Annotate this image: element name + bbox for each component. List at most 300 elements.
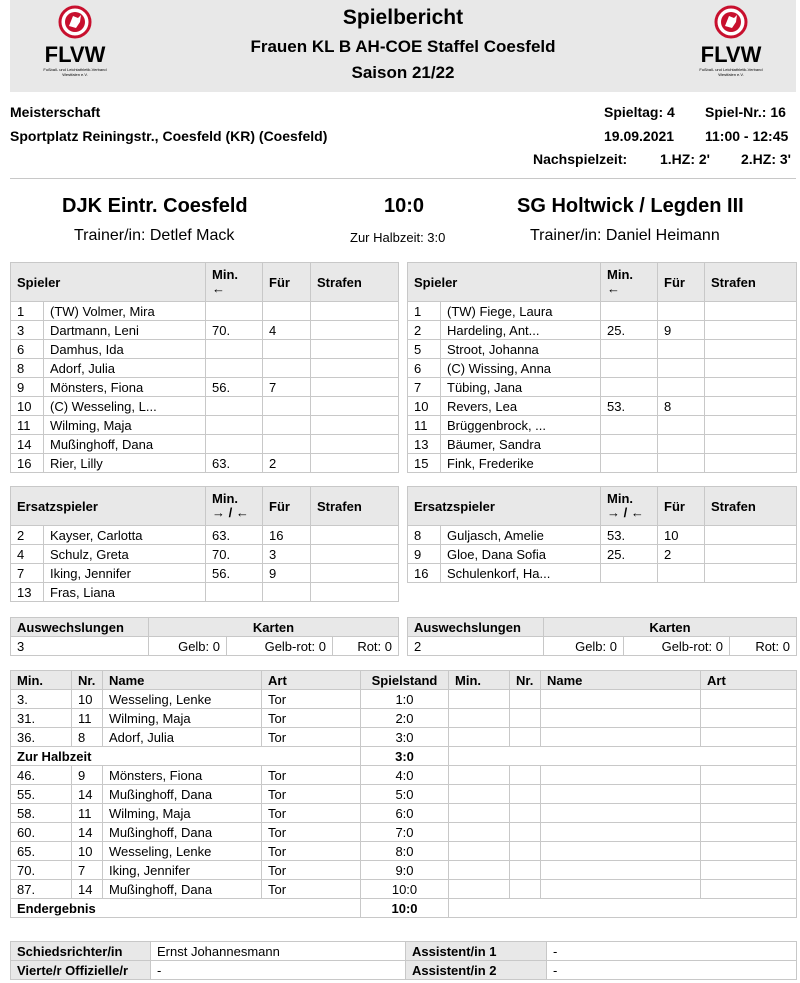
player-number: 3	[11, 321, 44, 340]
event-player-name: Wilming, Maja	[103, 709, 262, 728]
col-player: Spieler	[11, 263, 206, 302]
player-replaced: 10	[658, 526, 705, 545]
player-name: (TW) Fiege, Laura	[441, 302, 601, 321]
player-name: (C) Wesseling, L...	[44, 397, 206, 416]
player-replaced: 4	[263, 321, 311, 340]
player-number: 2	[11, 526, 44, 545]
player-replaced	[263, 359, 311, 378]
event-minute: 58.	[11, 804, 72, 823]
event-row	[11, 880, 797, 899]
player-minute: 56.	[206, 564, 263, 583]
event-player-name: Mußinghoff, Dana	[103, 880, 262, 899]
event-type: Tor	[262, 785, 361, 804]
summary-label: Endergebnis	[11, 899, 361, 918]
col-substitutions: Auswechslungen	[11, 618, 149, 637]
player-row	[408, 302, 797, 321]
player-minute	[206, 583, 263, 602]
player-replaced	[263, 583, 311, 602]
event-score: 10:0	[361, 880, 449, 899]
event-player-number: 9	[72, 766, 103, 785]
matchday: Spieltag: 4	[604, 104, 675, 120]
player-row	[11, 378, 399, 397]
fourth-official-name: -	[151, 961, 406, 980]
event-minute: 60.	[11, 823, 72, 842]
event-score: 1:0	[361, 690, 449, 709]
assistant1-name: -	[547, 942, 797, 961]
player-replaced: 2	[658, 545, 705, 564]
player-name: Mußinghoff, Dana	[44, 435, 206, 454]
event-player-number: 14	[72, 823, 103, 842]
yellow-cards: Gelb: 0	[149, 637, 227, 656]
substitution-count: 2	[408, 637, 544, 656]
player-minute	[601, 435, 658, 454]
player-name: Tübing, Jana	[441, 378, 601, 397]
col-min-away: Min.	[449, 671, 510, 690]
event-away-cell	[541, 690, 701, 709]
player-number: 8	[408, 526, 441, 545]
divider	[10, 178, 796, 179]
player-name: Hardeling, Ant...	[441, 321, 601, 340]
col-min: Min.	[11, 671, 72, 690]
assistant2-label: Assistent/in 2	[406, 961, 547, 980]
player-row	[11, 454, 399, 473]
player-penalties	[311, 416, 399, 435]
player-penalties	[311, 340, 399, 359]
event-row	[11, 804, 797, 823]
player-name: Fink, Frederike	[441, 454, 601, 473]
player-row	[408, 416, 797, 435]
player-number: 11	[11, 416, 44, 435]
home-subs-table	[10, 486, 399, 602]
event-player-name: Wilming, Maja	[103, 804, 262, 823]
summary-row	[11, 747, 797, 766]
event-away-cell	[510, 880, 541, 899]
player-replaced: 2	[263, 454, 311, 473]
event-away-cell	[449, 842, 510, 861]
player-replaced	[658, 416, 705, 435]
player-row	[408, 359, 797, 378]
player-minute	[601, 378, 658, 397]
fourth-official-label: Vierte/r Offizielle/r	[11, 961, 151, 980]
event-away-cell	[449, 690, 510, 709]
player-minute	[601, 302, 658, 321]
player-penalties	[311, 526, 399, 545]
player-penalties	[705, 435, 797, 454]
player-row	[11, 397, 399, 416]
player-penalties	[705, 340, 797, 359]
player-replaced	[658, 454, 705, 473]
player-replaced	[658, 359, 705, 378]
event-away-cell	[541, 823, 701, 842]
col-min: Min. ←	[206, 263, 263, 302]
match-events-table	[10, 670, 797, 918]
player-name: Kayser, Carlotta	[44, 526, 206, 545]
referee-name: Ernst Johannesmann	[151, 942, 406, 961]
player-minute: 25.	[601, 321, 658, 340]
player-name: Damhus, Ida	[44, 340, 206, 359]
event-minute: 31.	[11, 709, 72, 728]
player-minute	[601, 564, 658, 583]
event-away-cell	[541, 861, 701, 880]
col-score: Spielstand	[361, 671, 449, 690]
player-name: Brüggenbrock, ...	[441, 416, 601, 435]
away-trainer: Trainer/in: Daniel Heimann	[530, 227, 720, 244]
player-replaced	[263, 416, 311, 435]
player-name: Gloe, Dana Sofia	[441, 545, 601, 564]
match-number: Spiel-Nr.: 16	[705, 104, 786, 120]
event-away-cell	[701, 766, 797, 785]
col-penalties: Strafen	[311, 263, 399, 302]
player-minute: 70.	[206, 545, 263, 564]
player-replaced: 8	[658, 397, 705, 416]
event-away-cell	[701, 804, 797, 823]
event-away-cell	[701, 880, 797, 899]
home-team: DJK Eintr. Coesfeld	[62, 195, 248, 217]
extra-time-first-half: 1.HZ: 2'	[660, 151, 711, 167]
player-name: Stroot, Johanna	[441, 340, 601, 359]
player-replaced	[658, 302, 705, 321]
player-replaced	[263, 302, 311, 321]
player-minute: 63.	[206, 526, 263, 545]
event-row	[11, 709, 797, 728]
player-number: 13	[408, 435, 441, 454]
player-row	[408, 526, 797, 545]
event-away-cell	[449, 728, 510, 747]
player-minute	[601, 359, 658, 378]
event-player-number: 10	[72, 842, 103, 861]
player-minute: 56.	[206, 378, 263, 397]
event-player-number: 14	[72, 785, 103, 804]
player-replaced	[658, 564, 705, 583]
player-minute	[206, 340, 263, 359]
player-row	[11, 545, 399, 564]
player-replaced	[658, 340, 705, 359]
col-min: Min. → / ←	[206, 487, 263, 526]
event-away-cell	[541, 709, 701, 728]
player-name: Rier, Lilly	[44, 454, 206, 473]
summary-label: Zur Halbzeit	[11, 747, 361, 766]
event-row	[11, 785, 797, 804]
player-minute	[206, 416, 263, 435]
player-number: 8	[11, 359, 44, 378]
col-player: Spieler	[408, 263, 601, 302]
player-penalties	[705, 526, 797, 545]
red-cards: Rot: 0	[730, 637, 797, 656]
player-row	[408, 378, 797, 397]
event-player-number: 10	[72, 690, 103, 709]
event-row	[11, 861, 797, 880]
col-subs: Ersatzspieler	[11, 487, 206, 526]
player-number: 11	[408, 416, 441, 435]
svg-text:Fußball- und Leichtathletik-Ve: Fußball- und Leichtathletik-Verband	[43, 67, 107, 72]
player-number: 16	[11, 454, 44, 473]
player-penalties	[311, 583, 399, 602]
player-name: Bäumer, Sandra	[441, 435, 601, 454]
player-minute: 53.	[601, 397, 658, 416]
event-minute: 65.	[11, 842, 72, 861]
svg-text:FLVW: FLVW	[700, 42, 762, 67]
event-player-name: Mönsters, Fiona	[103, 766, 262, 785]
event-minute: 87.	[11, 880, 72, 899]
away-team: SG Holtwick / Legden III	[517, 195, 744, 217]
event-away-cell	[541, 785, 701, 804]
player-penalties	[311, 378, 399, 397]
event-minute: 46.	[11, 766, 72, 785]
event-type: Tor	[262, 690, 361, 709]
player-name: Wilming, Maja	[44, 416, 206, 435]
player-name: Adorf, Julia	[44, 359, 206, 378]
event-away-cell	[449, 766, 510, 785]
player-number: 13	[11, 583, 44, 602]
player-replaced: 3	[263, 545, 311, 564]
player-row	[408, 397, 797, 416]
event-type: Tor	[262, 823, 361, 842]
event-row	[11, 823, 797, 842]
flvw-logo	[692, 4, 770, 84]
event-score: 6:0	[361, 804, 449, 823]
player-name: Fras, Liana	[44, 583, 206, 602]
player-name: Revers, Lea	[441, 397, 601, 416]
event-player-name: Mußinghoff, Dana	[103, 823, 262, 842]
player-name: Schulz, Greta	[44, 545, 206, 564]
player-penalties	[705, 545, 797, 564]
match-date: 19.09.2021	[604, 128, 675, 144]
event-type: Tor	[262, 728, 361, 747]
home-lineup-table	[10, 262, 399, 473]
event-away-cell	[541, 842, 701, 861]
event-away-cell	[510, 766, 541, 785]
player-penalties	[311, 359, 399, 378]
summary-score: 10:0	[361, 899, 449, 918]
col-type-away: Art	[701, 671, 797, 690]
player-number: 2	[408, 321, 441, 340]
event-score: 3:0	[361, 728, 449, 747]
player-number: 14	[11, 435, 44, 454]
player-name: Schulenkorf, Ha...	[441, 564, 601, 583]
assistant2-name: -	[547, 961, 797, 980]
event-away-cell	[701, 823, 797, 842]
col-penalties: Strafen	[705, 487, 797, 526]
player-penalties	[311, 302, 399, 321]
col-for: Für	[263, 487, 311, 526]
col-min: Min. ←	[601, 263, 658, 302]
col-type: Art	[262, 671, 361, 690]
final-score: 10:0	[383, 195, 425, 217]
red-cards: Rot: 0	[333, 637, 399, 656]
yellow-red-cards: Gelb-rot: 0	[227, 637, 333, 656]
yellow-cards: Gelb: 0	[544, 637, 624, 656]
event-player-name: Mußinghoff, Dana	[103, 785, 262, 804]
yellow-red-cards: Gelb-rot: 0	[624, 637, 730, 656]
away-subs-table	[407, 486, 797, 583]
event-away-cell	[701, 842, 797, 861]
col-name-away: Name	[541, 671, 701, 690]
col-cards: Karten	[149, 618, 399, 637]
player-row	[11, 526, 399, 545]
player-row	[11, 321, 399, 340]
player-penalties	[311, 545, 399, 564]
event-away-cell	[510, 804, 541, 823]
player-minute	[601, 416, 658, 435]
event-minute: 70.	[11, 861, 72, 880]
assistant1-label: Assistent/in 1	[406, 942, 547, 961]
player-replaced: 9	[263, 564, 311, 583]
event-player-number: 7	[72, 861, 103, 880]
player-name: (TW) Volmer, Mira	[44, 302, 206, 321]
event-away-cell	[449, 861, 510, 880]
player-replaced	[263, 435, 311, 454]
event-away-cell	[541, 880, 701, 899]
away-cards-table	[407, 617, 797, 656]
player-minute: 53.	[601, 526, 658, 545]
player-minute: 70.	[206, 321, 263, 340]
event-score: 4:0	[361, 766, 449, 785]
player-row	[11, 416, 399, 435]
col-for: Für	[263, 263, 311, 302]
player-name: (C) Wissing, Anna	[441, 359, 601, 378]
player-number: 5	[408, 340, 441, 359]
player-row	[408, 564, 797, 583]
event-type: Tor	[262, 880, 361, 899]
player-penalties	[705, 397, 797, 416]
col-substitutions: Auswechslungen	[408, 618, 544, 637]
player-penalties	[705, 416, 797, 435]
event-away-cell	[449, 804, 510, 823]
event-row	[11, 728, 797, 747]
player-minute	[206, 435, 263, 454]
svg-text:Westfalen e.V.: Westfalen e.V.	[718, 72, 744, 77]
report-title: Spielbericht	[342, 6, 464, 29]
event-row	[11, 766, 797, 785]
event-away-cell	[510, 728, 541, 747]
player-replaced	[263, 340, 311, 359]
player-number: 9	[11, 378, 44, 397]
player-row	[408, 321, 797, 340]
player-minute	[206, 397, 263, 416]
event-score: 7:0	[361, 823, 449, 842]
event-minute: 36.	[11, 728, 72, 747]
event-score: 5:0	[361, 785, 449, 804]
player-row	[408, 545, 797, 564]
player-number: 4	[11, 545, 44, 564]
player-penalties	[705, 321, 797, 340]
player-number: 9	[408, 545, 441, 564]
player-row	[408, 435, 797, 454]
event-type: Tor	[262, 842, 361, 861]
home-cards-table	[10, 617, 399, 656]
event-player-name: Iking, Jennifer	[103, 861, 262, 880]
col-penalties: Strafen	[311, 487, 399, 526]
col-name: Name	[103, 671, 262, 690]
event-away-cell	[541, 766, 701, 785]
col-nr-away: Nr.	[510, 671, 541, 690]
player-minute	[601, 454, 658, 473]
player-penalties	[311, 321, 399, 340]
player-penalties	[311, 454, 399, 473]
event-away-cell	[510, 861, 541, 880]
event-score: 9:0	[361, 861, 449, 880]
player-minute	[206, 359, 263, 378]
event-away-cell	[701, 690, 797, 709]
match-time: 11:00 - 12:45	[705, 128, 789, 144]
event-away-cell	[541, 804, 701, 823]
event-score: 2:0	[361, 709, 449, 728]
event-away-cell	[510, 842, 541, 861]
player-name: Dartmann, Leni	[44, 321, 206, 340]
event-away-cell	[449, 880, 510, 899]
referee-label: Schiedsrichter/in	[11, 942, 151, 961]
season-title: Saison 21/22	[351, 63, 455, 82]
player-minute: 25.	[601, 545, 658, 564]
report-header	[10, 0, 796, 92]
substitution-count: 3	[11, 637, 149, 656]
col-cards: Karten	[544, 618, 797, 637]
player-penalties	[705, 302, 797, 321]
player-penalties	[311, 564, 399, 583]
event-player-number: 11	[72, 709, 103, 728]
event-player-name: Adorf, Julia	[103, 728, 262, 747]
summary-row	[11, 899, 797, 918]
player-number: 6	[11, 340, 44, 359]
event-player-number: 11	[72, 804, 103, 823]
player-number: 1	[11, 302, 44, 321]
player-replaced	[658, 435, 705, 454]
player-replaced	[263, 397, 311, 416]
player-name: Iking, Jennifer	[44, 564, 206, 583]
event-away-cell	[541, 728, 701, 747]
event-player-name: Wesseling, Lenke	[103, 690, 262, 709]
player-number: 16	[408, 564, 441, 583]
player-penalties	[705, 454, 797, 473]
event-away-cell	[510, 785, 541, 804]
event-away-cell	[449, 785, 510, 804]
col-penalties: Strafen	[705, 263, 797, 302]
event-row	[11, 690, 797, 709]
player-minute: 63.	[206, 454, 263, 473]
player-name: Mönsters, Fiona	[44, 378, 206, 397]
event-away-cell	[449, 823, 510, 842]
event-away-cell	[510, 709, 541, 728]
player-replaced: 16	[263, 526, 311, 545]
svg-text:Fußball- und Leichtathletik-Ve: Fußball- und Leichtathletik-Verband	[699, 67, 763, 72]
player-penalties	[311, 397, 399, 416]
event-player-name: Wesseling, Lenke	[103, 842, 262, 861]
player-number: 7	[408, 378, 441, 397]
event-row	[11, 842, 797, 861]
event-type: Tor	[262, 766, 361, 785]
event-score: 8:0	[361, 842, 449, 861]
player-replaced	[658, 378, 705, 397]
player-penalties	[705, 378, 797, 397]
svg-text:FLVW: FLVW	[44, 42, 106, 67]
player-row	[408, 340, 797, 359]
officials-table	[10, 941, 797, 980]
player-replaced: 9	[658, 321, 705, 340]
col-for: Für	[658, 263, 705, 302]
player-number: 7	[11, 564, 44, 583]
event-type: Tor	[262, 709, 361, 728]
event-away-cell	[510, 690, 541, 709]
event-away-cell	[449, 709, 510, 728]
event-type: Tor	[262, 861, 361, 880]
league-title: Frauen KL B AH-COE Staffel Coesfeld	[250, 37, 556, 56]
extra-time-second-half: 2.HZ: 3'	[741, 151, 792, 167]
player-number: 15	[408, 454, 441, 473]
player-row	[11, 435, 399, 454]
away-lineup-table	[407, 262, 797, 473]
summary-score: 3:0	[361, 747, 449, 766]
col-min: Min. → / ←	[601, 487, 658, 526]
